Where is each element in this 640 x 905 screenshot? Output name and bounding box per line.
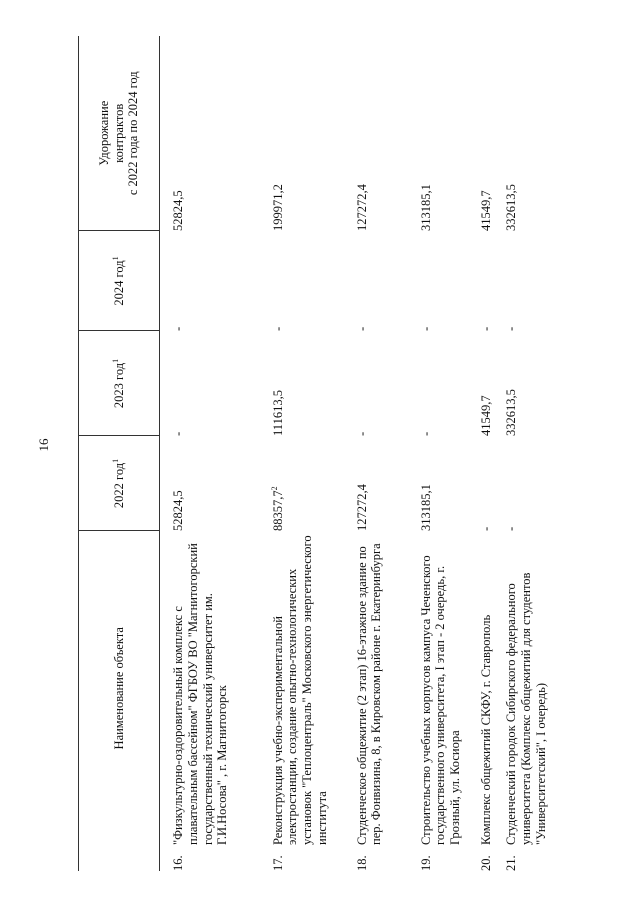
row-value-increase-text: 313185,1 <box>418 184 433 231</box>
row-value-2022-text: 127272,4 <box>354 484 369 531</box>
header-2024 <box>79 231 160 331</box>
row-object-name: Реконструкция учебно-экспериментальной электростанции, создание опытно-технологических установок "Теплоцентраль" Московского энергетического института <box>270 535 329 845</box>
header-increase-line-3: с 2022 года по 2024 год <box>126 71 141 196</box>
row-value-2023-text: - <box>354 431 369 436</box>
row-value-2022-text: 52824,5 <box>171 490 185 531</box>
header-increase-line-1: Удорожание <box>96 100 111 166</box>
row-object-name: "Физкультурно-оздоровительный комплекс с плавательным бассейном" ФГБОУ ВО "Магнитогорский государственный технический университет им. Г.И.Носова" , г. Магнитогорск <box>171 543 230 845</box>
row-value-2023 <box>408 331 468 436</box>
row-value-increase <box>408 36 468 231</box>
row-value-2024 <box>408 231 468 331</box>
table-row <box>344 36 408 871</box>
row-value-2022 <box>344 436 408 531</box>
row-value-2022-text: - <box>504 526 519 531</box>
row-value-2024-text: - <box>270 326 285 331</box>
row-value-2024 <box>468 231 494 331</box>
row-value-2022 <box>260 436 344 531</box>
row-value-2024 <box>160 231 260 331</box>
header-2023 <box>79 331 160 436</box>
row-value-2024 <box>344 231 408 331</box>
table-row <box>260 36 344 871</box>
row-value-2024 <box>260 231 344 331</box>
row-value-2022 <box>468 436 494 531</box>
row-value-2023 <box>344 331 408 436</box>
header-2023-label: 2023 год <box>111 362 126 409</box>
table-row <box>468 36 494 871</box>
row-value-2024-text: - <box>418 326 433 331</box>
row-value-2023 <box>160 331 260 436</box>
row-value-2024 <box>493 231 548 331</box>
row-value-increase-text: 127272,4 <box>354 184 369 231</box>
header-object-name: Наименование объекта <box>79 531 160 845</box>
row-value-2022 <box>408 436 468 531</box>
row-value-increase <box>344 36 408 231</box>
header-contract-increase <box>79 36 160 231</box>
table-row <box>160 36 260 871</box>
row-value-2022-text: 313185,1 <box>418 484 433 531</box>
table-row <box>408 36 468 871</box>
row-number: 21. <box>504 855 519 871</box>
row-value-2023 <box>260 331 344 436</box>
header-2024-footnote: 1 <box>110 256 120 261</box>
row-object-name: Студенческое общежитие (2 этап) 16-этажное здание по пер. Фонвизина, 8, в Кировском районе г. Екатеринбурга <box>354 543 384 845</box>
row-value-2023-text: 41549,7 <box>478 395 493 436</box>
row-value-2022 <box>160 436 260 531</box>
row-value-increase <box>160 36 260 231</box>
row-value-increase-text: 332613,5 <box>504 184 519 231</box>
row-object-name: Строительство учебных корпусов кампуса Чеченского государственного университета, I этап - 2 очередь, г. Грозный, ул. Косиора <box>418 555 462 845</box>
row-number: 16. <box>171 855 185 871</box>
header-increase-line-2: контрактов <box>111 103 126 163</box>
header-number <box>79 845 160 871</box>
row-value-2022-text: 88357,7 <box>270 490 285 531</box>
row-value-2022-footnote: 2 <box>269 486 279 491</box>
row-number: 20. <box>478 855 493 871</box>
row-value-2024-text: - <box>478 326 493 331</box>
row-value-2023-text: - <box>171 431 185 436</box>
row-value-2024-text: - <box>354 326 369 331</box>
row-object-name: Комплекс общежитий СКФУ, г. Ставрополь <box>478 614 493 845</box>
table-row <box>493 36 548 871</box>
row-value-2023 <box>493 331 548 436</box>
row-value-2023-text: - <box>418 431 433 436</box>
row-value-increase <box>468 36 494 231</box>
row-number: 18. <box>354 855 369 871</box>
table-header-row <box>79 36 160 871</box>
row-value-increase-text: 41549,7 <box>478 190 493 231</box>
header-2022 <box>79 436 160 531</box>
row-value-2022 <box>493 436 548 531</box>
header-2022-footnote: 1 <box>110 458 120 463</box>
row-number: 17. <box>270 855 285 871</box>
row-value-increase <box>260 36 344 231</box>
row-value-2024-text: - <box>171 326 185 331</box>
row-value-2023-text: 111613,5 <box>270 390 285 436</box>
row-value-2023-text: 332613,5 <box>504 389 519 436</box>
page-number: 16 <box>36 438 51 452</box>
row-value-increase-text: 199971,2 <box>270 184 285 231</box>
row-value-2022-text: - <box>478 526 493 531</box>
header-2023-footnote: 1 <box>110 358 120 363</box>
row-object-name: Студенческий городок Сибирского федерального университета (Комплекс общежитий для студентов "Университетский", I очередь) <box>504 572 548 845</box>
row-value-2024-text: - <box>504 326 519 331</box>
header-2022-label: 2022 год <box>111 462 126 509</box>
header-2024-label: 2024 год <box>111 260 126 306</box>
row-value-increase <box>493 36 548 231</box>
row-value-2023 <box>468 331 494 436</box>
contracts-table <box>78 36 549 871</box>
row-number: 19. <box>418 855 433 871</box>
row-value-increase-text: 52824,5 <box>171 190 185 231</box>
